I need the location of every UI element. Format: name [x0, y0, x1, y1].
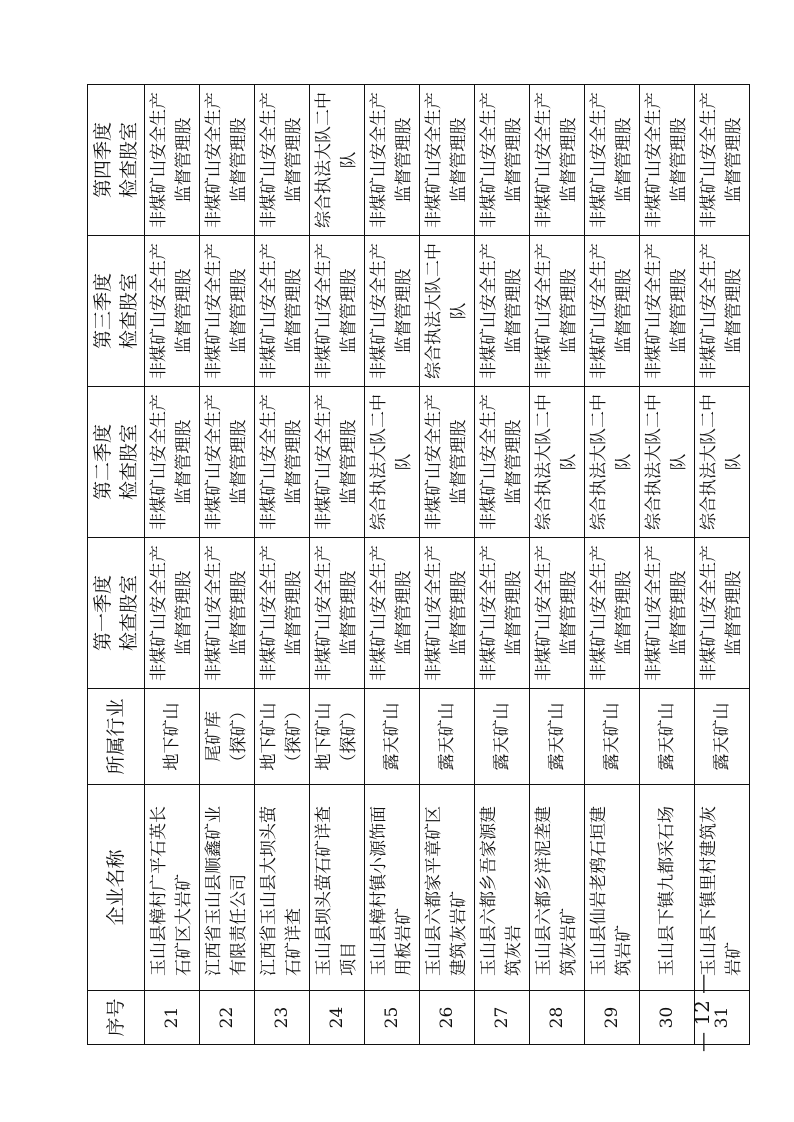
- inspection-dept-cell: 非煤矿山安全生产监督管理股: [640, 85, 695, 236]
- table-row: [255, 85, 310, 1045]
- inspection-dept-cell: 非煤矿山安全生产监督管理股: [145, 538, 200, 689]
- industry-cell: 露天矿山: [640, 689, 695, 785]
- inspection-dept-cell: 综合执法大队二中队: [640, 387, 695, 538]
- industry-cell: 露天矿山: [365, 689, 420, 785]
- row-number-cell: 26: [420, 991, 475, 1045]
- inspection-schedule-table: [87, 84, 750, 1045]
- table-row: [200, 85, 255, 1045]
- company-name-cell: 江西省玉山县大坝头萤石矿详查: [255, 785, 310, 991]
- company-name-cell: 玉山县六都家平章矿区建筑灰岩矿: [420, 785, 475, 991]
- inspection-dept-cell: 非煤矿山安全生产监督管理股: [585, 538, 640, 689]
- inspection-dept-cell: 非煤矿山安全生产监督管理股: [530, 85, 585, 236]
- industry-cell: 地下矿山: [145, 689, 200, 785]
- industry-cell: 地下矿山（探矿）: [255, 689, 310, 785]
- industry-cell: 露天矿山: [475, 689, 530, 785]
- inspection-dept-cell: 非煤矿山安全生产监督管理股: [585, 85, 640, 236]
- table-row: [585, 85, 640, 1045]
- inspection-dept-cell: 非煤矿山安全生产监督管理股: [420, 85, 475, 236]
- inspection-dept-cell: 非煤矿山安全生产监督管理股: [310, 236, 365, 387]
- inspection-dept-cell: 非煤矿山安全生产监督管理股: [255, 538, 310, 689]
- inspection-dept-cell: 非煤矿山安全生产监督管理股: [200, 236, 255, 387]
- inspection-dept-cell: 非煤矿山安全生产监督管理股: [475, 85, 530, 236]
- inspection-dept-cell: 非煤矿山安全生产监督管理股: [640, 538, 695, 689]
- row-number-cell: 29: [585, 991, 640, 1045]
- inspection-dept-cell: 非煤矿山安全生产监督管理股: [145, 85, 200, 236]
- inspection-dept-cell: 综合执法大队二中队: [530, 387, 585, 538]
- inspection-dept-cell: 非煤矿山安全生产监督管理股: [475, 236, 530, 387]
- inspection-dept-cell: 非煤矿山安全生产监督管理股: [695, 538, 750, 689]
- industry-cell: 露天矿山: [420, 689, 475, 785]
- column-header: 第一季度 检查股室: [88, 538, 145, 689]
- company-name-cell: 玉山县樟村广平石英长石矿区大岩矿: [145, 785, 200, 991]
- row-number-cell: 21: [145, 991, 200, 1045]
- inspection-dept-cell: 综合执法大队二中队: [695, 387, 750, 538]
- table-row: [695, 85, 750, 1045]
- industry-cell: 尾矿库（探矿）: [200, 689, 255, 785]
- column-header: 第三季度 检查股室: [88, 236, 145, 387]
- row-number-cell: 22: [200, 991, 255, 1045]
- inspection-dept-cell: 非煤矿山安全生产监督管理股: [310, 538, 365, 689]
- column-header: 第二季度 检查股室: [88, 387, 145, 538]
- inspection-dept-cell: 非煤矿山安全生产监督管理股: [200, 387, 255, 538]
- row-number-cell: 28: [530, 991, 585, 1045]
- company-name-cell: 江西省玉山县顺鑫矿业有限责任公司: [200, 785, 255, 991]
- inspection-dept-cell: 非煤矿山安全生产监督管理股: [420, 538, 475, 689]
- table-row: [475, 85, 530, 1045]
- column-header: 企业名称: [88, 785, 145, 991]
- table-row: [145, 85, 200, 1045]
- company-name-cell: 玉山县樟村镇小源饰面用板岩矿: [365, 785, 420, 991]
- page-number: — 12 —: [690, 973, 714, 1052]
- column-header: 第四季度 检查股室: [88, 85, 145, 236]
- inspection-dept-cell: 非煤矿山安全生产监督管理股: [145, 387, 200, 538]
- inspection-dept-cell: 非煤矿山安全生产监督管理股: [200, 538, 255, 689]
- table-body: [145, 85, 750, 1045]
- inspection-dept-cell: 非煤矿山安全生产监督管理股: [200, 85, 255, 236]
- inspection-dept-cell: 非煤矿山安全生产监督管理股: [255, 387, 310, 538]
- industry-cell: 露天矿山: [695, 689, 750, 785]
- table-row: [365, 85, 420, 1045]
- inspection-dept-cell: 非煤矿山安全生产监督管理股: [365, 236, 420, 387]
- table-row: [310, 85, 365, 1045]
- company-name-cell: 玉山县六都乡洋泥垄建筑灰岩矿: [530, 785, 585, 991]
- inspection-dept-cell: 非煤矿山安全生产监督管理股: [585, 236, 640, 387]
- inspection-dept-cell: 非煤矿山安全生产监督管理股: [365, 538, 420, 689]
- inspection-dept-cell: 非煤矿山安全生产监督管理股: [475, 538, 530, 689]
- inspection-dept-cell: 非煤矿山安全生产监督管理股: [530, 236, 585, 387]
- company-name-cell: 玉山县坝头萤石矿详查项目: [310, 785, 365, 991]
- inspection-dept-cell: 非煤矿山安全生产监督管理股: [310, 387, 365, 538]
- inspection-dept-cell: 综合执法大队二中队: [585, 387, 640, 538]
- column-header: 所属行业: [88, 689, 145, 785]
- row-number-cell: 23: [255, 991, 310, 1045]
- inspection-dept-cell: 综合执法大队二中队: [420, 236, 475, 387]
- inspection-dept-cell: 非煤矿山安全生产监督管理股: [420, 387, 475, 538]
- company-name-cell: 玉山县六都乡吾家源建筑灰岩: [475, 785, 530, 991]
- row-number-cell: 25: [365, 991, 420, 1045]
- industry-cell: 地下矿山（探矿）: [310, 689, 365, 785]
- row-number-cell: 31: [695, 991, 750, 1045]
- table-row: [530, 85, 585, 1045]
- industry-cell: 露天矿山: [585, 689, 640, 785]
- table-row: [640, 85, 695, 1045]
- inspection-dept-cell: 非煤矿山安全生产监督管理股: [530, 538, 585, 689]
- row-number-cell: 27: [475, 991, 530, 1045]
- inspection-dept-cell: 非煤矿山安全生产监督管理股: [365, 85, 420, 236]
- table-row: [420, 85, 475, 1045]
- company-name-cell: 玉山县下镇九都采石场: [640, 785, 695, 991]
- inspection-dept-cell: 综合执法大队二中队: [310, 85, 365, 236]
- company-name-cell: 玉山县下镇里村建筑灰岩矿: [695, 785, 750, 991]
- row-number-cell: 24: [310, 991, 365, 1045]
- industry-cell: 露天矿山: [530, 689, 585, 785]
- inspection-dept-cell: 非煤矿山安全生产监督管理股: [695, 236, 750, 387]
- inspection-dept-cell: 非煤矿山安全生产监督管理股: [640, 236, 695, 387]
- column-header: 序号: [88, 991, 145, 1045]
- inspection-dept-cell: 非煤矿山安全生产监督管理股: [255, 85, 310, 236]
- inspection-dept-cell: 非煤矿山安全生产监督管理股: [255, 236, 310, 387]
- inspection-dept-cell: 非煤矿山安全生产监督管理股: [695, 85, 750, 236]
- row-number-cell: 30: [640, 991, 695, 1045]
- company-name-cell: 玉山县仙岩老鸦石垣建筑岩矿: [585, 785, 640, 991]
- header-row: [88, 85, 145, 1045]
- inspection-dept-cell: 综合执法大队二中队: [365, 387, 420, 538]
- inspection-dept-cell: 非煤矿山安全生产监督管理股: [475, 387, 530, 538]
- inspection-dept-cell: 非煤矿山安全生产监督管理股: [145, 236, 200, 387]
